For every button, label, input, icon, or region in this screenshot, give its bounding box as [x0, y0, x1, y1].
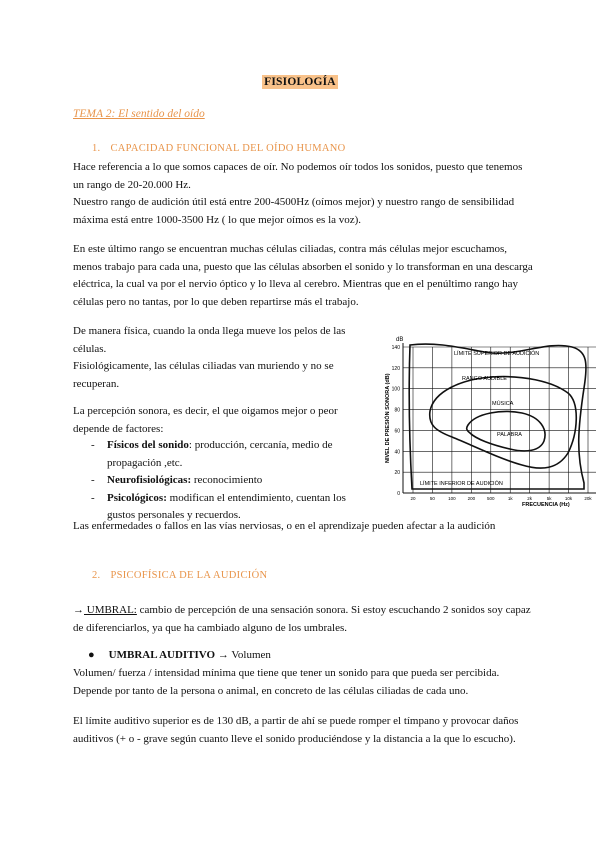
paragraph: Fisiológicamente, las células ciliadas van muriendo y no se recuperan.	[73, 360, 334, 390]
region-label-audible: RANGO AUDIBLE	[462, 376, 507, 382]
grid	[403, 347, 596, 493]
arrow-icon: →	[73, 604, 84, 616]
page-title: FISIOLOGÍA	[264, 76, 336, 88]
list-item	[73, 472, 373, 490]
factor-term: Neurofisiológicas:	[107, 474, 192, 486]
y-tick-label: 100	[391, 386, 400, 393]
paragraph: El límite auditivo superior es de 130 dB, a partir de ahí se puede romper el tímpano y provocar daños auditivos (+ o - grave según cuanto lleve el sonido produciéndose y la distancia a la que lo escucho).	[73, 715, 519, 745]
section-2-number: 2.	[92, 570, 101, 581]
y-tick-label: 0	[397, 491, 400, 497]
y-axis-unit-label: dB	[396, 337, 404, 343]
umbral-text: cambio de percepción de una sensación sonora. Si estoy escuchando 2 sonidos soy capaz de diferenciarlos, ya que ha cambiado alguno de los umbrales.	[73, 604, 531, 634]
x-tick-label: 200	[467, 496, 476, 501]
x-tick-label: 100	[448, 496, 456, 501]
paragraph: En este último rango se encuentran muchas células ciliadas, contra más células mejor escuchamos, menos trabajo para cada una, puesto que las células absorben el sonido y lo transforman en una descarga eléctrica, la cual va por el nervio óptico y lo lleva al cerebro. Mientras que en el penúltimo rango hay células pero no tantas, por lo que deben repartirse más el trabajo.	[73, 243, 533, 308]
x-tick-label: 50	[429, 496, 435, 501]
factor-term: Psicológicos:	[107, 491, 167, 504]
y-tick-label: 20	[394, 470, 400, 477]
y-tick-labels	[392, 345, 401, 497]
list-item	[73, 437, 373, 472]
paragraph: La percepción sonora, es decir, el que oigamos mejor o peor depende de factores:	[73, 405, 338, 435]
paragraph: Volumen/ fuerza / intensidad mínima que tiene que tener un sonido para que pueda ser percibida. Depende por tanto de la persona o animal, en concreto de las células ciliadas de cada uno.	[73, 667, 500, 697]
umbral-auditivo-bullet	[88, 649, 271, 661]
audible-range-outline	[409, 344, 586, 489]
bullet-text: Volumen	[228, 649, 271, 661]
region-label-music: MÚSICA	[492, 401, 514, 407]
factor-text: : producción, cercanía, medio de propagación ,etc.	[107, 439, 333, 469]
y-tick-label: 60	[394, 428, 400, 435]
x-tick-label: 2k	[527, 496, 533, 501]
x-tick-label: 1k	[507, 496, 513, 501]
list-dash: -	[91, 439, 95, 451]
tema-heading: TEMA 2: El sentido del oído	[73, 108, 205, 120]
title-wrap	[0, 72, 600, 90]
region-label-speech: PALABRA	[497, 432, 522, 438]
x-tick-label: 5k	[546, 496, 552, 501]
region-label-lower-limit: LÍMITE INFERIOR DE AUDICIÓN	[420, 481, 503, 487]
y-tick-label: 80	[394, 407, 400, 414]
y-tick-label: 140	[391, 345, 400, 351]
factor-text: modifican el entendimiento, cuentan los gustos personales y recuerdos.	[107, 491, 346, 521]
umbral-term: UMBRAL:	[84, 604, 137, 616]
region-label-upper-limit: LÍMITE SUPERIOR DE AUDICIÓN	[454, 351, 540, 357]
section-2-title: PSICOFÍSICA DE LA AUDICIÓN	[110, 570, 268, 581]
paragraph: Hace referencia a lo que somos capaces de oír. No podemos oír todos los sonidos, puesto que tenemos un rango de 20-20.000 Hz.	[73, 161, 523, 191]
y-tick-label: 40	[394, 449, 400, 456]
x-tick-label: 500	[487, 496, 495, 501]
section-1-heading	[92, 143, 346, 154]
umbral-paragraph	[73, 602, 533, 637]
x-tick-label: 10k	[564, 496, 573, 501]
x-tick-label: 20	[410, 496, 416, 501]
y-axis-label: NIVEL DE PRESIÓN SONORA (dB)	[385, 373, 391, 463]
y-tick-label: 120	[391, 365, 400, 372]
section-1-title: CAPACIDAD FUNCIONAL DEL OÍDO HUMANO	[110, 143, 346, 154]
section-2-heading	[92, 570, 267, 581]
x-axis-label: FRECUENCIA (Hz)	[522, 502, 570, 508]
x-tick-labels	[410, 496, 592, 501]
factor-text: reconocimiento	[191, 474, 263, 486]
paragraph: Las enfermedades o fallos en las vías nerviosas, o en el aprendizaje pueden afectar a la audición	[73, 520, 496, 532]
paragraph: Nuestro rango de audición útil está entre 200-4500Hz (oímos mejor) y nuestro rango de sensibilidad máxima está entre 1000-3500 Hz ( lo que mejor oímos es la voz).	[73, 196, 515, 226]
list-dash: -	[91, 474, 95, 486]
factor-term: Físicos del sonido	[107, 439, 189, 451]
x-tick-label: 20k	[584, 496, 592, 501]
list-dash: -	[91, 491, 95, 504]
section-1-number: 1.	[92, 143, 101, 154]
hearing-range-chart	[372, 333, 600, 513]
paragraph: De manera física, cuando la onda llega mueve los pelos de las células.	[73, 325, 346, 355]
bullet-icon: ●	[88, 649, 95, 661]
bullet-term: UMBRAL AUDITIVO →	[108, 649, 229, 661]
factors-list	[73, 437, 373, 525]
